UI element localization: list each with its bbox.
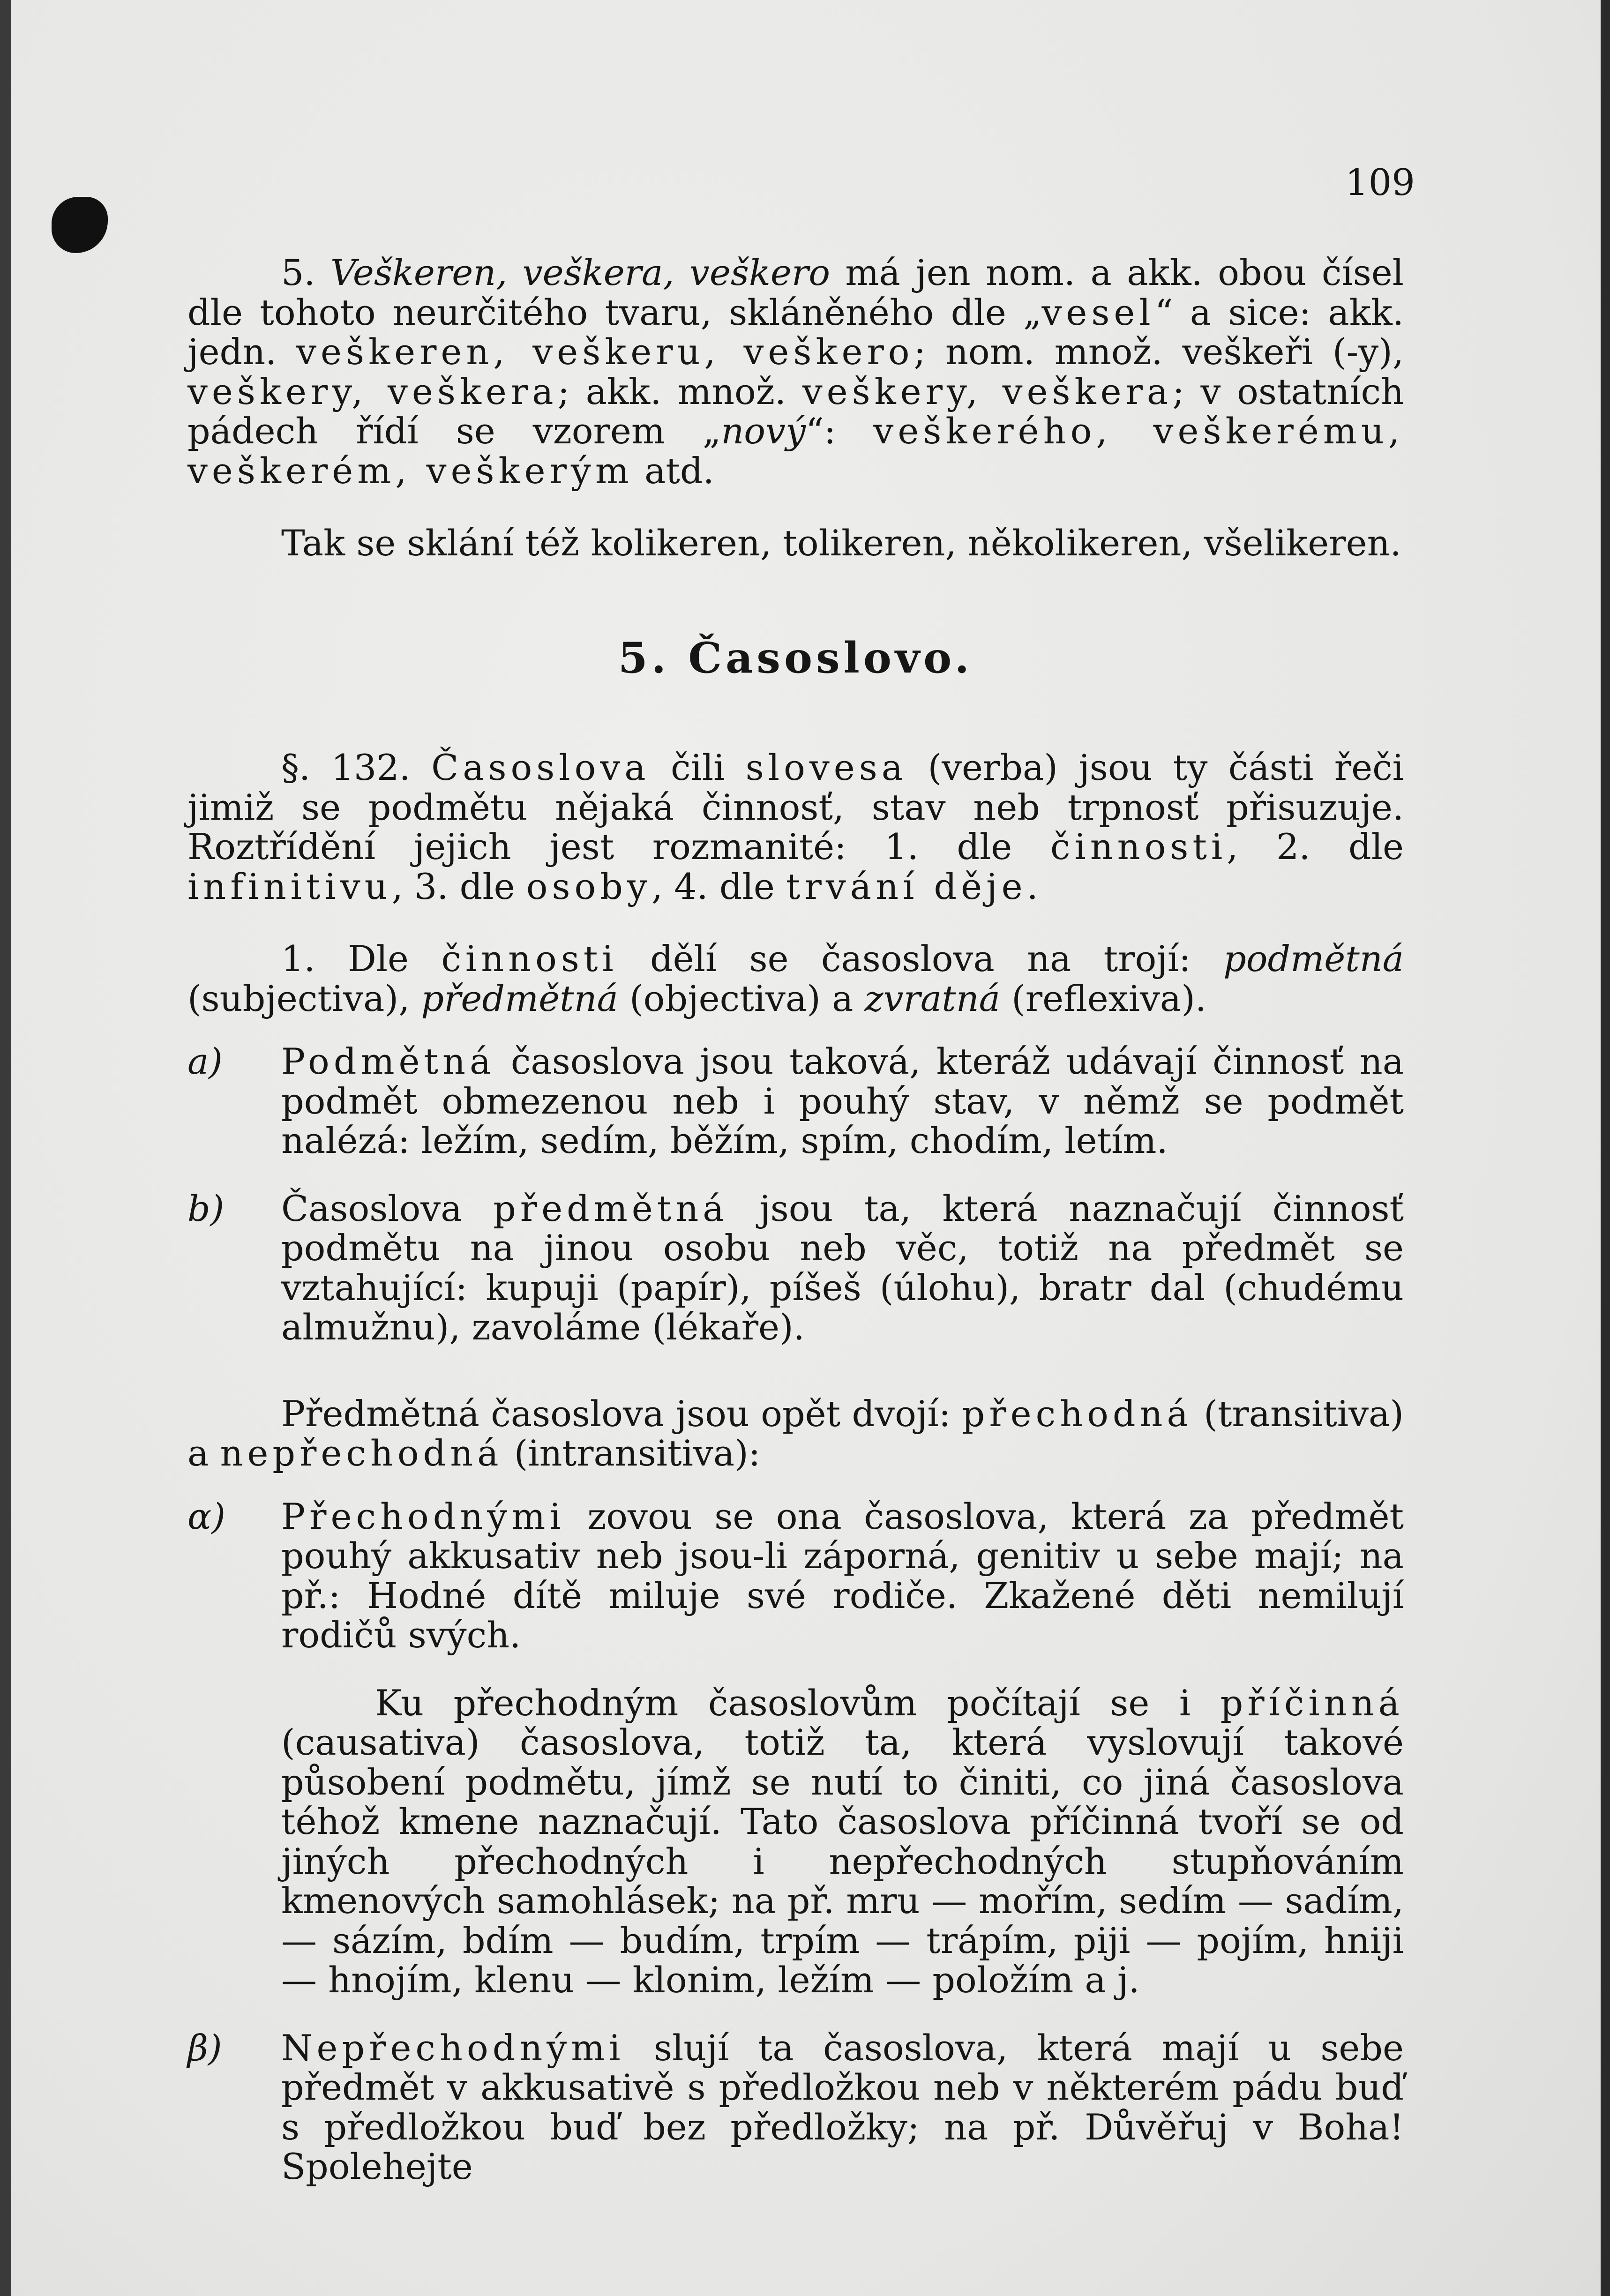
paragraph-predmetna: Předmětná časoslova jsou opět dvojí: přechodná (transitiva) a nepřechodná (intransitiva): (187, 1392, 1404, 1474)
paragraph-section-132: §. 132. Časoslova čili slovesa (verba) jsou ty části řeči jimiž se podmětu nějaká činnosť, stav neb trpnosť přisuzuje. Roztřídění jejich jest rozmanité: 1. dle činnosti, 2. dle infinitivu, 3. dle osoby, 4. dle trvání děje. (187, 747, 1404, 907)
list-item-b: b) Časoslova předmětná jsou ta, která naznačují činnosť podmětu na jinou osobu neb věc, totiž na předmět se vztahující: kupuji (papír), píšeš (úlohu), bratr dal (chudému almužnu), zavoláme (lékaře). (187, 1187, 1404, 1348)
scan-edge-left (0, 0, 11, 2296)
list-marker: a) (187, 1040, 223, 1082)
list-marker: α) (187, 1495, 225, 1537)
list-marker: β) (187, 2027, 222, 2069)
list-item-beta: β) Nepřechodnými slují ta časoslova, která mají u sebe předmět v akkusativě s předložkou neb v některém pádu buď s předložkou buď bez předložky; na př. Důvěřuj v Boha! Spolehejte (187, 2027, 1404, 2187)
scan-edge-right (1601, 0, 1610, 2296)
list-item-alpha: α) Přechodnými zovou se ona časoslova, která za předmět pouhý akkusativ neb jsou-li záporná, genitiv u sebe mají; na př.: Hodné dítě miluje své rodiče. Zkažené děti nemilují rodičů svých. (187, 1495, 1404, 1656)
list-marker: b) (187, 1187, 225, 1229)
paragraph-pricinna: Ku přechodným časoslovům počítají se i příčinná (causativa) časoslova, totiž ta, která vyslovují takové působení podmětu, jímž se nutí to činiti, co jiná časoslova téhož kmene naznačují. Tato časoslova příčinná tvoří se od jiných přechodných i nepřechodných stupňováním kmenových samohlásek; na př. mru — mořím, sedím — sadím, — sázím, bdím — budím, trpím — trápím, piji — pojím, hniji — hnojím, klenu — klonim, ležím — položím a j. (281, 1682, 1404, 2001)
paragraph-veskeren: 5. Veškeren, veškera, veškero má jen nom. a akk. obou čísel dle tohoto neurčitého tvaru, skláněného dle „vesel“ a sice: akk. jedn. veškeren, veškeru, veškero; nom. množ. veškeři (-y), veškery, veškera; akk. množ. veškery, veškera; v ostatních pádech řídí se vzorem „nový“: veškerého, veškerému, veškerém, veškerým atd. (187, 252, 1404, 492)
paragraph-cinnost: 1. Dle činnosti dělí se časoslova na trojí: podmětná (subjectiva), předmětná (objectiva) a zvratná (reflexiva). (187, 938, 1404, 1019)
section-heading: 5. Časoslovo. (618, 633, 973, 683)
paragraph-sklani: Tak se sklání též kolikeren, tolikeren, několikeren, všelikeren. (281, 522, 1401, 564)
page-body (187, 253, 1404, 2187)
list-item-a: a) Podmětná časoslova jsou taková, kteráž udávají činnosť na podmět obmezenou neb i pouhý stav, v němž se podmět nalézá: ležím, sedím, běžím, spím, chodím, letím. (187, 1040, 1404, 1161)
page-number: 109 (1345, 162, 1415, 204)
